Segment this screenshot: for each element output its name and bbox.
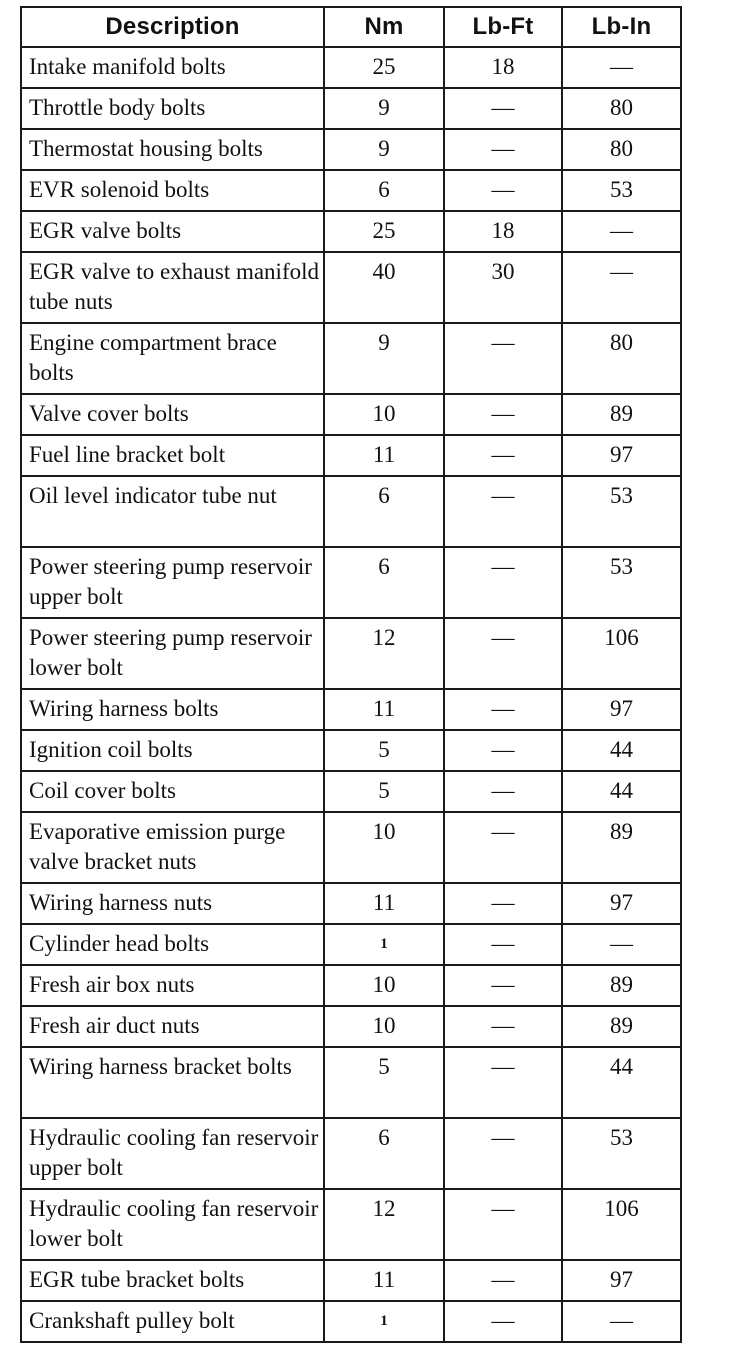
cell-lb-in: 97 (562, 1260, 681, 1301)
cell-lb-in: 89 (562, 394, 681, 435)
cell-lb-ft: — (444, 1118, 562, 1189)
table-row (21, 1301, 681, 1342)
cell-lb-ft: — (444, 476, 562, 547)
header-description: Description (21, 7, 324, 47)
cell-lb-in: 53 (562, 170, 681, 211)
cell-lb-in: 80 (562, 88, 681, 129)
cell-nm: 5 (324, 1047, 444, 1118)
cell-description: Hydraulic cooling fan reservoir upper bolt (21, 1118, 324, 1189)
cell-nm: 12 (324, 618, 444, 689)
cell-lb-ft: — (444, 1301, 562, 1342)
table-row (21, 1260, 681, 1301)
cell-description: Wiring harness nuts (21, 883, 324, 924)
cell-lb-in: 53 (562, 476, 681, 547)
cell-lb-ft: 18 (444, 211, 562, 252)
table-row (21, 883, 681, 924)
cell-lb-ft: — (444, 129, 562, 170)
cell-nm: 10 (324, 965, 444, 1006)
cell-description: Power steering pump reservoir upper bolt (21, 547, 324, 618)
cell-lb-in: — (562, 924, 681, 965)
cell-lb-in: 44 (562, 771, 681, 812)
table-row (21, 689, 681, 730)
cell-lb-in: 97 (562, 883, 681, 924)
cell-nm: 25 (324, 47, 444, 88)
cell-nm: 9 (324, 129, 444, 170)
cell-description: Power steering pump reservoir lower bolt (21, 618, 324, 689)
cell-nm: 6 (324, 1118, 444, 1189)
cell-lb-in: — (562, 211, 681, 252)
table-row (21, 252, 681, 323)
cell-description: EVR solenoid bolts (21, 170, 324, 211)
cell-lb-in: 53 (562, 1118, 681, 1189)
table-row (21, 47, 681, 88)
cell-lb-in: 44 (562, 730, 681, 771)
cell-lb-ft: — (444, 924, 562, 965)
cell-description: Cylinder head bolts (21, 924, 324, 965)
cell-description: Crankshaft pulley bolt (21, 1301, 324, 1342)
cell-lb-ft: 30 (444, 252, 562, 323)
cell-description: Hydraulic cooling fan reservoir lower bolt (21, 1189, 324, 1260)
cell-lb-ft: — (444, 1047, 562, 1118)
cell-lb-ft: — (444, 547, 562, 618)
cell-lb-ft: — (444, 88, 562, 129)
cell-description: Wiring harness bracket bolts (21, 1047, 324, 1118)
cell-lb-ft: 18 (444, 47, 562, 88)
cell-nm: 40 (324, 252, 444, 323)
cell-lb-in: — (562, 1301, 681, 1342)
cell-nm: 10 (324, 812, 444, 883)
table-row (21, 1118, 681, 1189)
table-row (21, 812, 681, 883)
cell-nm: 6 (324, 547, 444, 618)
cell-lb-ft: — (444, 1006, 562, 1047)
cell-description: Engine compartment brace bolts (21, 323, 324, 394)
cell-lb-ft: — (444, 394, 562, 435)
cell-lb-in: 80 (562, 323, 681, 394)
cell-description: Fresh air duct nuts (21, 1006, 324, 1047)
cell-lb-in: — (562, 252, 681, 323)
cell-lb-in: 97 (562, 435, 681, 476)
cell-lb-ft: — (444, 435, 562, 476)
table-row (21, 170, 681, 211)
cell-description: Fresh air box nuts (21, 965, 324, 1006)
cell-lb-ft: — (444, 618, 562, 689)
cell-lb-ft: — (444, 1189, 562, 1260)
cell-nm: 11 (324, 689, 444, 730)
cell-lb-ft: — (444, 323, 562, 394)
torque-spec-table (20, 6, 682, 1343)
cell-lb-in: 106 (562, 1189, 681, 1260)
cell-lb-in: 44 (562, 1047, 681, 1118)
cell-nm: 12 (324, 1189, 444, 1260)
table-header (21, 7, 681, 47)
cell-lb-in: 89 (562, 965, 681, 1006)
header-nm: Nm (324, 7, 444, 47)
cell-nm: 5 (324, 771, 444, 812)
cell-nm: 9 (324, 88, 444, 129)
cell-lb-in: 89 (562, 1006, 681, 1047)
table-row (21, 394, 681, 435)
cell-lb-in: — (562, 47, 681, 88)
cell-description: Ignition coil bolts (21, 730, 324, 771)
cell-nm: 11 (324, 435, 444, 476)
cell-lb-ft: — (444, 812, 562, 883)
cell-description: Fuel line bracket bolt (21, 435, 324, 476)
table-row (21, 476, 681, 547)
cell-description: Oil level indicator tube nut (21, 476, 324, 547)
cell-nm: 1 (324, 1301, 444, 1342)
cell-lb-in: 80 (562, 129, 681, 170)
cell-lb-ft: — (444, 965, 562, 1006)
table-row (21, 1047, 681, 1118)
table-row (21, 1006, 681, 1047)
header-lb-ft: Lb-Ft (444, 7, 562, 47)
cell-lb-ft: — (444, 170, 562, 211)
cell-description: Thermostat housing bolts (21, 129, 324, 170)
cell-nm: 11 (324, 1260, 444, 1301)
cell-description: Evaporative emission purge valve bracket nuts (21, 812, 324, 883)
cell-lb-ft: — (444, 730, 562, 771)
cell-lb-in: 97 (562, 689, 681, 730)
cell-nm: 1 (324, 924, 444, 965)
table-row (21, 435, 681, 476)
table-row (21, 211, 681, 252)
header-lb-in: Lb-In (562, 7, 681, 47)
cell-lb-ft: — (444, 771, 562, 812)
cell-description: Coil cover bolts (21, 771, 324, 812)
table-row (21, 924, 681, 965)
cell-description: EGR tube bracket bolts (21, 1260, 324, 1301)
cell-description: EGR valve bolts (21, 211, 324, 252)
table-body (21, 47, 681, 1342)
table-row (21, 88, 681, 129)
table-row (21, 323, 681, 394)
cell-description: Throttle body bolts (21, 88, 324, 129)
cell-lb-in: 106 (562, 618, 681, 689)
table-row (21, 129, 681, 170)
table-row (21, 618, 681, 689)
cell-nm: 6 (324, 476, 444, 547)
cell-description: Intake manifold bolts (21, 47, 324, 88)
cell-description: EGR valve to exhaust manifold tube nuts (21, 252, 324, 323)
cell-nm: 25 (324, 211, 444, 252)
cell-nm: 11 (324, 883, 444, 924)
table-row (21, 547, 681, 618)
cell-nm: 10 (324, 1006, 444, 1047)
cell-lb-ft: — (444, 1260, 562, 1301)
header-row (21, 7, 681, 47)
table-row (21, 1189, 681, 1260)
cell-lb-ft: — (444, 883, 562, 924)
cell-nm: 5 (324, 730, 444, 771)
cell-nm: 9 (324, 323, 444, 394)
table-row (21, 965, 681, 1006)
cell-description: Valve cover bolts (21, 394, 324, 435)
cell-nm: 10 (324, 394, 444, 435)
cell-description: Wiring harness bolts (21, 689, 324, 730)
cell-lb-ft: — (444, 689, 562, 730)
cell-lb-in: 53 (562, 547, 681, 618)
cell-lb-in: 89 (562, 812, 681, 883)
table-row (21, 771, 681, 812)
cell-nm: 6 (324, 170, 444, 211)
table-row (21, 730, 681, 771)
